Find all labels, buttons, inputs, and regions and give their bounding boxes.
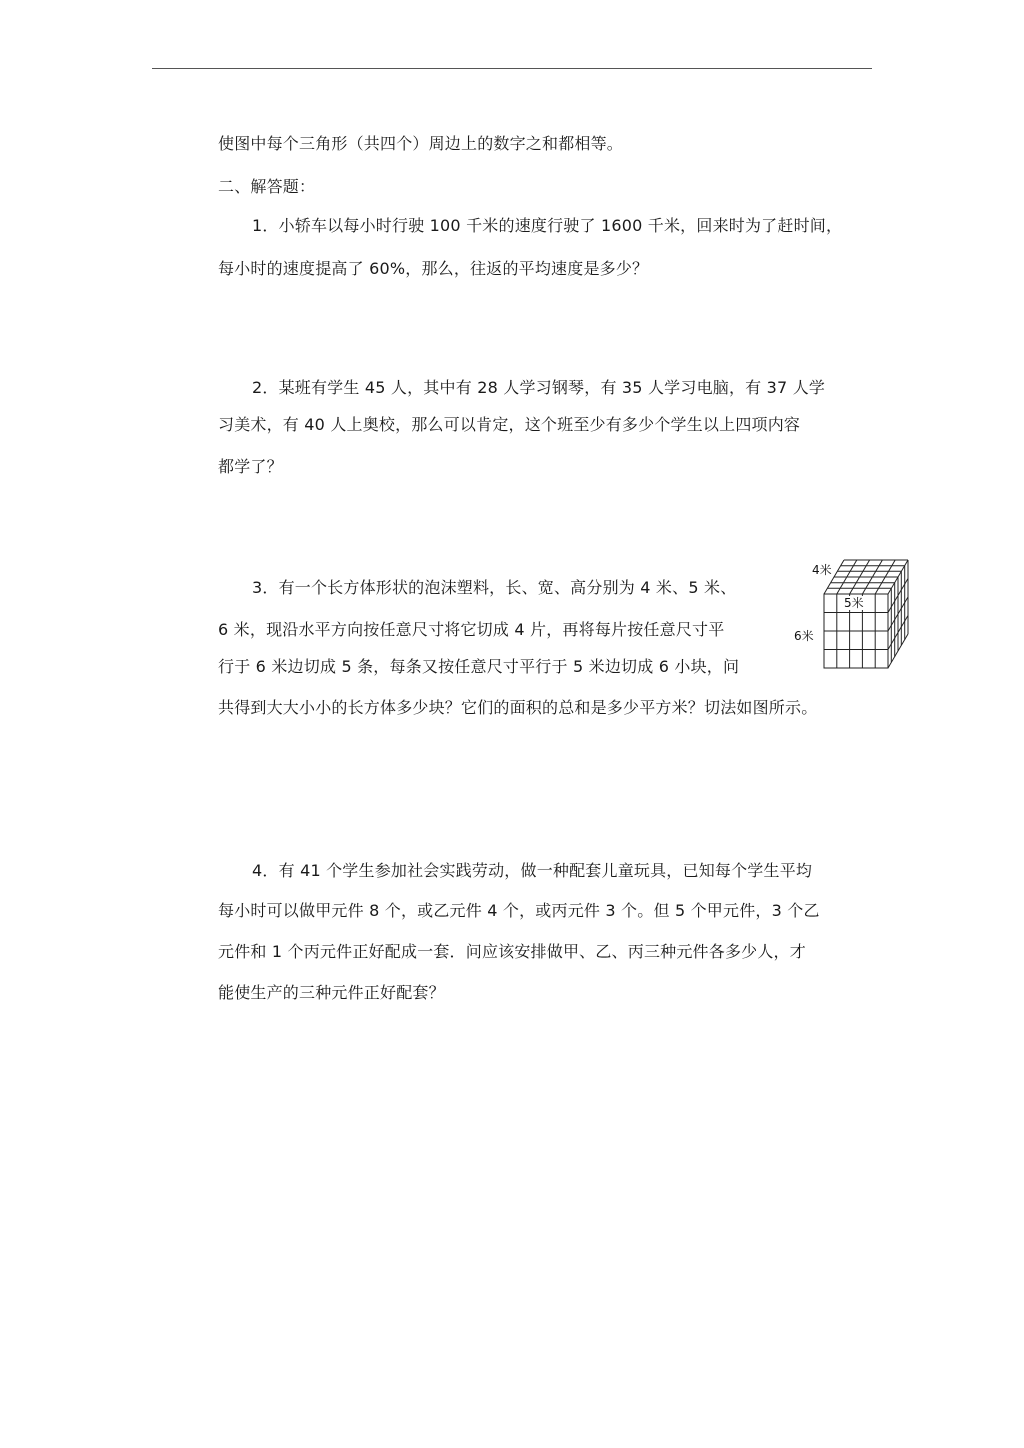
section-title: 二、解答题： xyxy=(218,177,316,196)
q4-line-4: 能使生产的三种元件正好配套？ xyxy=(218,983,445,1002)
q1-line-2: 每小时的速度提高了 60%，那么，往返的平均速度是多少？ xyxy=(218,259,649,278)
cuboid-cut-figure xyxy=(792,556,912,674)
q2-line-1: 2．某班有学生 45 人，其中有 28 人学习钢琴，有 35 人学习电脑，有 37 人学 xyxy=(252,378,826,397)
label-length: 4米 xyxy=(812,563,832,577)
q4-line-1: 4．有 41 个学生参加社会实践劳动，做一种配套儿童玩具，已知每个学生平均 xyxy=(252,861,813,880)
label-height: 6米 xyxy=(794,629,814,643)
q3-line-2: 6 米，现沿水平方向按任意尺寸将它切成 4 片，再将每片按任意尺寸平 xyxy=(218,620,725,639)
q3-line-4: 共得到大大小小的长方体多少块？它们的面积的总和是多少平方米？切法如图所示。 xyxy=(218,698,818,717)
q3-line-1: 3．有一个长方体形状的泡沫塑料，长、宽、高分别为 4 米、5 米、 xyxy=(252,578,737,597)
q3-line-3: 行于 6 米边切成 5 条，每条又按任意尺寸平行于 5 米边切成 6 小块，问 xyxy=(218,657,740,676)
q4-line-3: 元件和 1 个丙元件正好配成一套．问应该安排做甲、乙、丙三种元件各多少人，才 xyxy=(218,942,806,961)
intro-line: 使图中每个三角形（共四个）周边上的数字之和都相等。 xyxy=(218,134,624,153)
label-width: 5米 xyxy=(844,596,864,610)
q2-line-2: 习美术，有 40 人上奥校，那么可以肯定，这个班至少有多少个学生以上四项内容 xyxy=(218,415,801,434)
q2-line-3: 都学了？ xyxy=(218,457,283,476)
q1-line-1: 1．小轿车以每小时行驶 100 千米的速度行驶了 1600 千米，回来时为了赶时间， xyxy=(252,216,843,235)
header-rule xyxy=(152,68,872,69)
q4-line-2: 每小时可以做甲元件 8 个，或乙元件 4 个，或丙元件 3 个。但 5 个甲元件，3 个乙 xyxy=(218,901,820,920)
